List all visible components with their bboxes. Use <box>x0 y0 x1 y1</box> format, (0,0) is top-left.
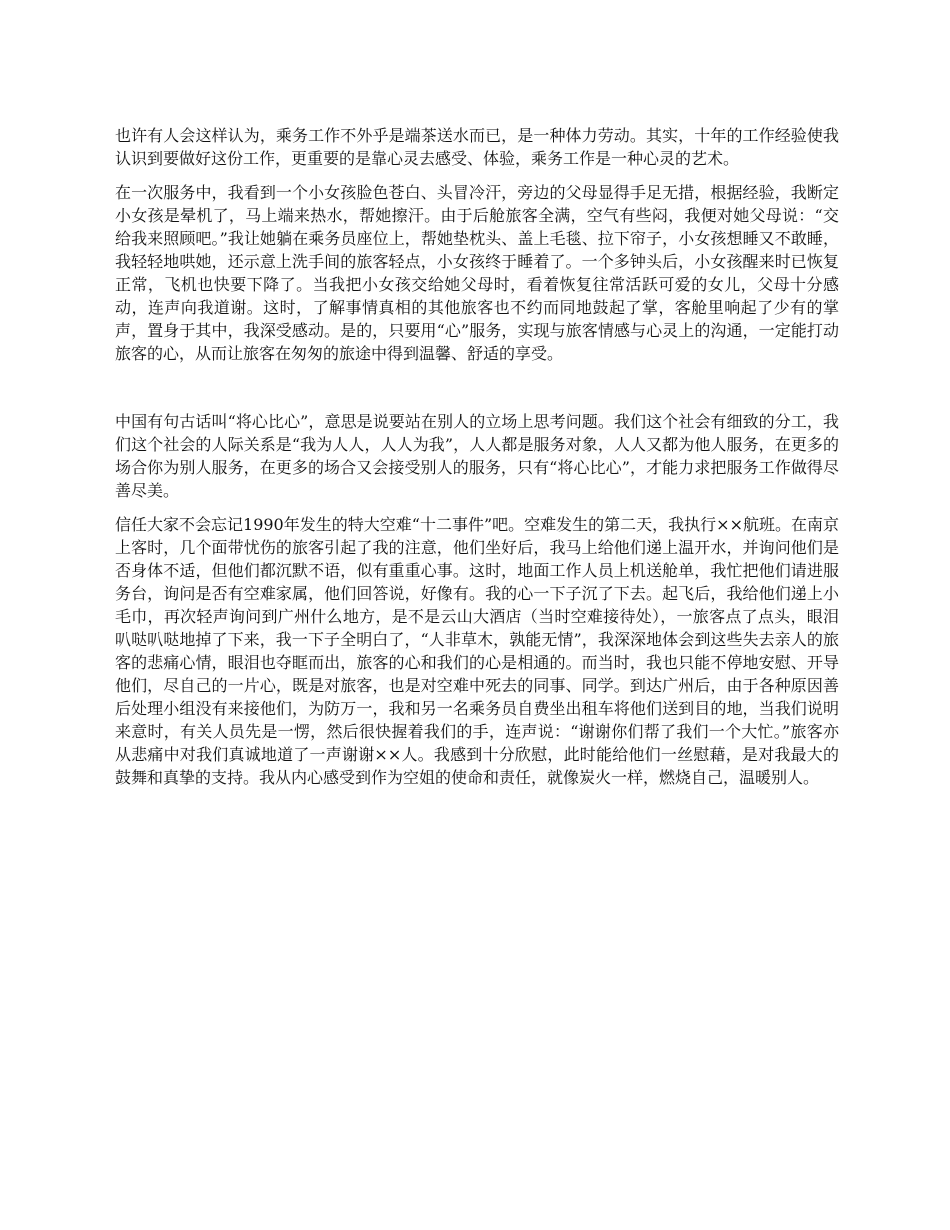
section-spacer <box>115 365 839 410</box>
paragraph-spacer <box>115 170 839 181</box>
paragraph-1: 也许有人会这样认为，乘务工作不外乎是端茶送水而已，是一种体力劳动。其实，十年的工作经验使我认识到要做好这份工作，更重要的是靠心灵去感受、体验，乘务工作是一种心灵的艺术。 <box>115 126 839 168</box>
document-body <box>115 124 839 789</box>
paragraph-spacer <box>115 502 839 513</box>
paragraph-4: 信任大家不会忘记1990年发生的特大空难“十二事件”吧。空难发生的第二天，我执行××航班。在南京上客时，几个面带忧伤的旅客引起了我的注意，他们坐好后，我马上给他们递上温开水，并询问他们是否身体不适，但他们都沉默不语，似有重重心事。这时，地面工作人员上机送舱单，我忙把他们请进服务台，询问是否有空难家属，他们回答说，好像有。我的心一下子沉了下去。起飞后，我给他们递上小毛巾，再次轻声询问到广州什么地方，是不是云山大酒店（当时空难接待处），一旅客点了点头，眼泪叭哒叭哒地掉了下来，我一下子全明白了，“人非草木，孰能无情”，我深深地体会到这些失去亲人的旅客的悲痛心情，眼泪也夺眶而出，旅客的心和我们的心是相通的。而当时，我也只能不停地安慰、开导他们，尽自己的一片心，既是对旅客，也是对空难中死去的同事、同学。到达广州后，由于各种原因善后处理小组没有来接他们，为防万一，我和另一名乘务员自费坐出租车将他们送到目的地，当我们说明来意时，有关人员先是一愣，然后很快握着我们的手，连声说：“谢谢你们帮了我们一个大忙。”旅客亦从悲痛中对我们真诚地道了一声谢谢××人。我感到十分欣慰，此时能给他们一丝慰藉，是对我最大的鼓舞和真挚的支持。我从内心感受到作为空姐的使命和责任，就像炭火一样，燃烧自己，温暖别人。 <box>115 515 839 787</box>
paragraph-2: 在一次服务中，我看到一个小女孩脸色苍白、头冒冷汗，旁边的父母显得手足无措，根据经验，我断定小女孩是晕机了，马上端来热水，帮她擦汗。由于后舱旅客全满，空气有些闷，我便对她父母说：“交给我来照顾吧。”我让她躺在乘务员座位上，帮她垫枕头、盖上毛毯、拉下帘子，小女孩想睡又不敢睡，我轻轻地哄她，还示意上洗手间的旅客轻点，小女孩终于睡着了。一个多钟头后，小女孩醒来时已恢复正常，飞机也快要下降了。当我把小女孩交给她父母时，看着恢复往常活跃可爱的女儿，父母十分感动，连声向我道谢。这时，了解事情真相的其他旅客也不约而同地鼓起了掌，客舱里响起了少有的掌声，置身于其中，我深受感动。是的，只要用“心”服务，实现与旅客情感与心灵上的沟通，一定能打动旅客的心，从而让旅客在匆匆的旅途中得到温馨、舒适的享受。 <box>115 183 839 363</box>
paragraph-3: 中国有句古话叫“将心比心”，意思是说要站在别人的立场上思考问题。我们这个社会有细致的分工，我们这个社会的人际关系是“我为人人，人人为我”，人人都是服务对象，人人又都为他人服务，在更多的场合你为别人服务，在更多的场合又会接受别人的服务，只有“将心比心”，才能力求把服务工作做得尽善尽美。 <box>115 412 839 500</box>
